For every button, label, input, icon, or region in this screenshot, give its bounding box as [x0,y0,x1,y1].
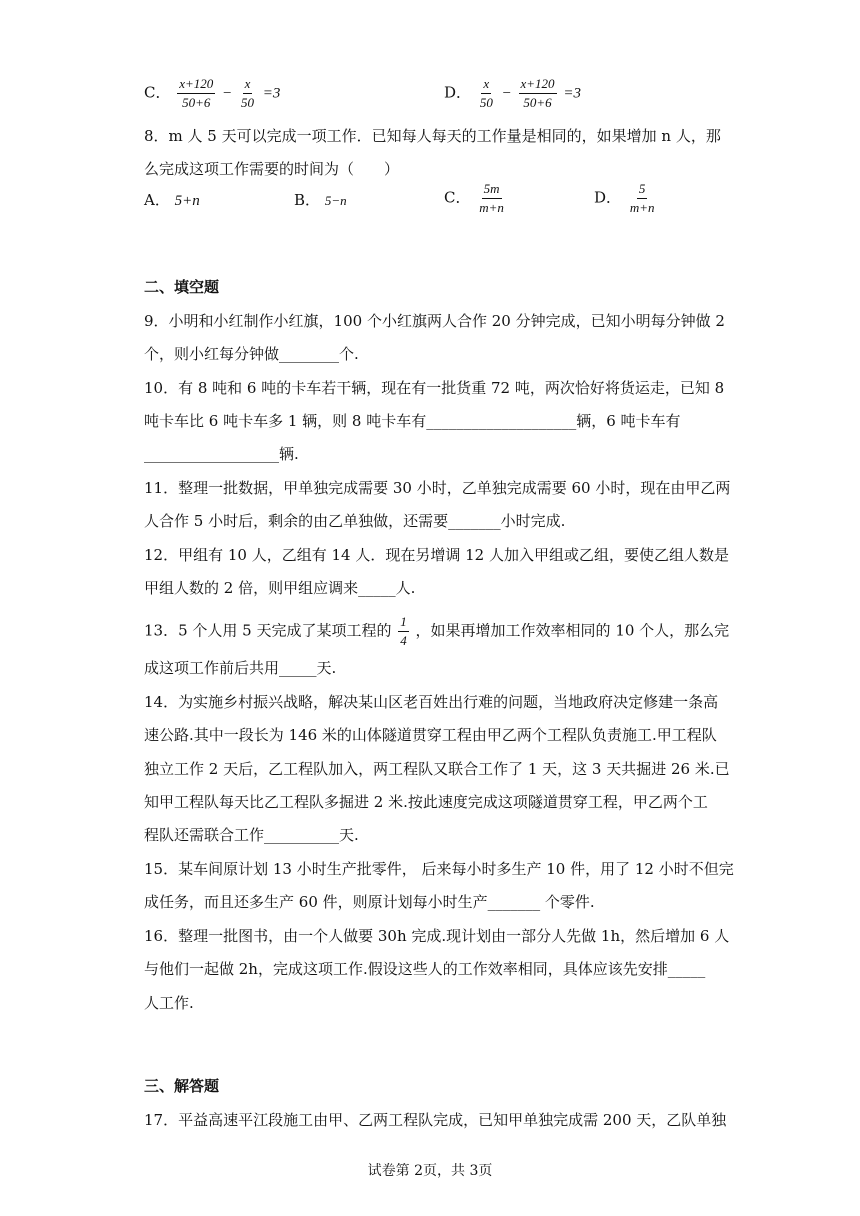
q13-text-before: 13．5 个人用 5 天完成了某项工程的 [144,621,392,640]
q8-d-fraction [628,181,657,216]
q7-d-fraction-2 [519,76,557,111]
q8-c-denominator: m+n [479,200,504,215]
q8-c-fraction [477,181,506,216]
q8-line-1: 8．m 人 5 天可以完成一项工作．已知每人每天的工作量是相同的，如果增加 n 人，那 [144,127,721,145]
q12-line-1: 12．甲组有 10 人，乙组有 14 人．现在另增调 12 人加入甲组或乙组，要使乙组人数是 [144,546,729,564]
section-3-title: 三、解答题 [144,1077,220,1095]
q8-option-d [594,181,658,216]
q13-fraction-denominator: 4 [400,633,407,648]
q8-option-c [444,181,508,216]
q15-line-2: 成任务，而且还多生产 60 件，则原计划每小时生产_______ 个零件. [144,893,595,911]
q7-d-fraction-2-denominator: 50+6 [523,95,552,110]
q7-c-fraction-1 [177,76,215,111]
q14-line-1: 14．为实施乡村振兴战略，解决某山区老百姓出行难的问题，当地政府决定修建一条高 [144,693,719,711]
q10-line-3: __________________辆. [144,445,299,463]
q8-option-a-label: A． [144,191,170,209]
q14-line-5: 程队还需联合工作__________天. [144,826,359,844]
q13-text-after: ，如果再增加工作效率相同的 10 个人，那么完 [415,621,730,640]
q7-c-fraction-1-denominator: 50+6 [182,95,211,110]
q8-option-b-label: B． [294,191,321,209]
q16-line-2: 与他们一起做 2h，完成这项工作.假设这些人的工作效率相同，具体应该先安排_____ [144,960,706,978]
q7-option-c [144,76,280,111]
q7-option-d [444,76,581,111]
q8-c-numerator: 5m [482,181,502,199]
q16-line-1: 16．整理一批图书，由一个人做要 30h 完成.现计划由一部分人先做 1h，然后增加 6 人 [144,927,730,945]
q7-d-minus: − [501,85,512,102]
q7-c-fraction-1-numerator: x+120 [177,76,215,94]
q8-option-a-value: 5+n [174,193,200,209]
q8-option-b-value: 5−n [324,193,347,208]
q9-line-2: 个，则小红每分钟做________个. [144,345,359,363]
q13-line-1 [144,614,729,649]
q8-option-c-label: C． [444,188,471,207]
q7-c-equals: =3 [262,85,281,102]
q7-c-fraction-2-denominator: 50 [241,95,254,110]
q7-d-equals: =3 [563,85,581,102]
q8-d-numerator: 5 [637,181,648,199]
q14-line-2: 速公路.其中一段长为 146 米的山体隧道贯穿工程由甲乙两个工程队负责施工.甲工程队 [144,726,717,744]
q13-fraction [398,614,409,649]
q8-option-a [144,190,200,211]
q10-line-1: 10．有 8 吨和 6 吨的卡车若干辆，现在有一批货重 72 吨，两次恰好将货运走，已知 8 [144,379,725,397]
q12-line-2: 甲组人数的 2 倍，则甲组应调来_____人. [144,579,416,597]
q7-c-minus: − [222,85,233,102]
q11-line-2: 人合作 5 小时后，剩余的由乙单独做，还需要_______小时完成. [144,512,566,530]
q7-d-fraction-2-numerator: x+120 [519,76,557,94]
q11-line-1: 11．整理一批数据，甲单独完成需要 30 小时，乙单独完成需要 60 小时，现在由甲乙两 [144,479,731,497]
q8-option-b [294,190,347,211]
q9-line-1: 9．小明和小红制作小红旗，100 个小红旗两人合作 20 分钟完成，已知小明每分钟做 2 [144,312,725,330]
q8-option-d-label: D． [594,188,622,207]
q8-line-2: 么完成这项工作需要的时间为（ ） [144,160,400,178]
q14-line-3: 独立工作 2 天后，乙工程队加入，两工程队又联合工作了 1 天，这 3 天共掘进 26 米.已 [144,760,730,778]
q14-line-4: 知甲工程队每天比乙工程队多掘进 2 米.按此速度完成这项隧道贯穿工程，甲乙两个工 [144,793,708,811]
q15-line-1: 15．某车间原计划 13 小时生产批零件， 后来每小时多生产 10 件，用了 12 小时不但完 [144,860,734,878]
q7-option-c-label: C． [144,83,171,102]
q7-d-fraction-1 [478,76,495,111]
section-2-title: 二、填空题 [144,278,220,296]
q7-option-d-label: D． [444,83,472,102]
q7-c-fraction-2 [239,76,256,111]
q13-line-2: 成这项工作前后共用_____天. [144,659,337,677]
q8-d-denominator: m+n [629,200,655,215]
page-footer: 试卷第 2页，共 3页 [367,1163,493,1179]
q7-d-fraction-1-numerator: x [481,76,491,94]
q13-fraction-numerator: 1 [398,614,409,632]
q10-line-2: 吨卡车比 6 吨卡车多 1 辆，则 8 吨卡车有____________________辆，6 吨卡车有 [144,412,681,430]
q7-d-fraction-1-denominator: 50 [479,95,493,110]
q7-c-fraction-2-numerator: x [243,76,253,94]
q17-line-1: 17．平益高速平江段施工由甲、乙两工程队完成，已知甲单独完成需 200 天，乙队单独 [144,1111,727,1129]
q16-line-3: 人工作. [144,994,194,1012]
